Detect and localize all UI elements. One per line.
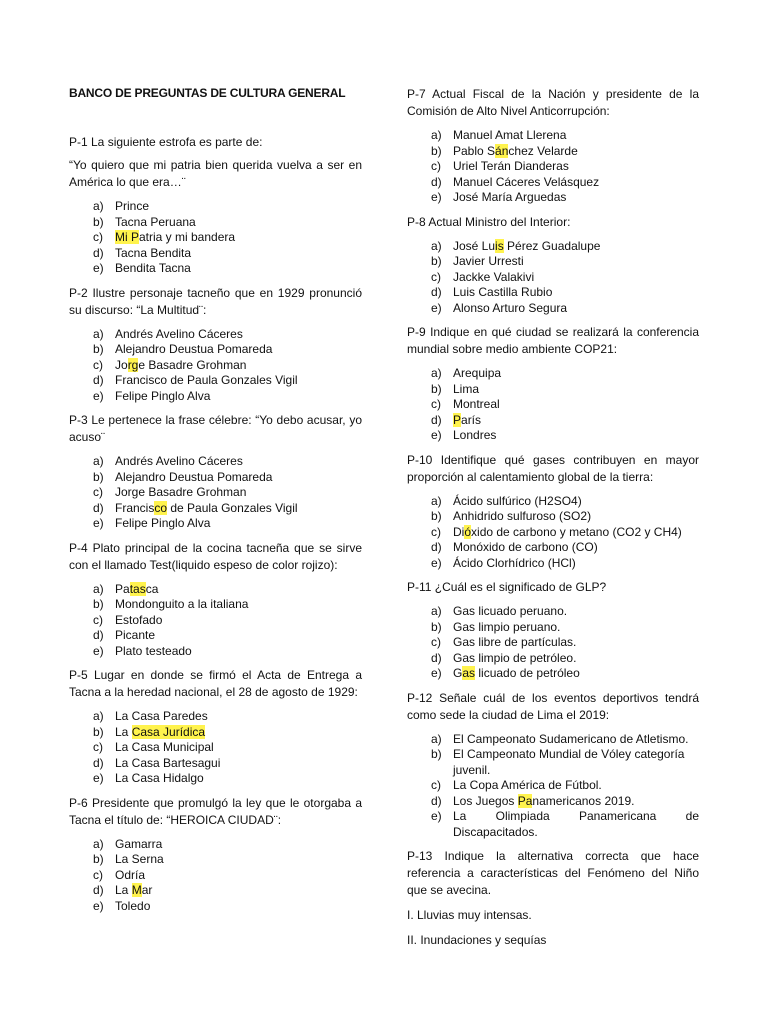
option-text: Andrés Avelino Cáceres <box>115 326 243 341</box>
option-letter: b) <box>431 509 442 523</box>
document-title: BANCO DE PREGUNTAS DE CULTURA GENERAL <box>69 86 346 100</box>
option-text: Francisco de Paula Gonzales Vigil <box>115 373 298 387</box>
option-text: Felipe Pinglo Alva <box>115 516 211 530</box>
highlight: Casa Jurídica <box>131 724 206 739</box>
option-item <box>407 397 699 413</box>
option-item <box>407 175 699 191</box>
option-letter: a) <box>93 581 104 596</box>
option-letter: a) <box>93 454 104 468</box>
option-text: Felipe Pinglo Alva <box>115 388 211 403</box>
option-text: La Olimpiada Panamericana de Discapacitados. <box>453 809 699 839</box>
option-item <box>69 644 362 660</box>
option-letter: e) <box>431 300 442 315</box>
option-letter: d) <box>431 285 442 299</box>
option-item <box>407 525 699 541</box>
option-letter: a) <box>431 493 442 508</box>
option-letter: d) <box>431 793 442 808</box>
option-item <box>407 239 699 255</box>
option-text: Gas licuado de petróleo <box>453 666 580 680</box>
option-letter: c) <box>431 159 441 173</box>
statement: II. Inundaciones y sequías <box>407 933 547 947</box>
option-letter: e) <box>431 555 442 570</box>
option-text: Andrés Avelino Cáceres <box>115 454 243 468</box>
option-text: Gas licuado peruano. <box>453 604 568 618</box>
highlight: co <box>154 500 168 515</box>
question-text: P-4 Plato principal de la cocina tacneña que se sirve con el llamado Test(liquido espeso de color rojizo): <box>69 540 362 572</box>
option-text: Toledo <box>115 898 151 913</box>
option-text: Mondonguito a la italiana <box>115 597 249 611</box>
option-item <box>407 301 699 317</box>
question-p12 <box>407 690 699 841</box>
option-item <box>407 159 699 175</box>
option-text: París <box>453 412 482 427</box>
option-text: Plato testeado <box>115 643 192 658</box>
question-p9 <box>407 324 699 444</box>
option-letter: b) <box>93 469 104 484</box>
option-letter: a) <box>93 836 104 851</box>
option-item <box>69 501 362 517</box>
option-letter: c) <box>93 740 103 754</box>
option-item <box>407 778 699 794</box>
option-item <box>407 285 699 301</box>
option-item <box>407 270 699 286</box>
option-letter: b) <box>93 852 104 866</box>
option-item <box>69 261 362 277</box>
option-letter: c) <box>431 778 441 792</box>
option-letter: b) <box>93 597 104 611</box>
option-letter: d) <box>93 628 104 642</box>
highlight: P <box>453 412 462 427</box>
option-text: La Casa Hidalgo <box>115 771 204 785</box>
option-text: Anhidrido sulfuroso (SO2) <box>453 509 592 523</box>
option-item <box>407 428 699 444</box>
option-text: La Copa América de Fútbol. <box>453 778 602 792</box>
option-text: Arequipa <box>453 366 502 380</box>
option-item <box>69 628 362 644</box>
question-text: P-1 La siguiente estrofa es parte de: <box>69 135 263 149</box>
option-item <box>407 366 699 382</box>
question-text: P-3 Le pertenece la frase célebre: “Yo debo acusar, yo acuso¨ <box>69 413 362 444</box>
option-letter: b) <box>431 254 442 268</box>
highlight: tas <box>129 581 146 596</box>
option-text: La Casa Municipal <box>115 740 214 754</box>
option-text: Dióxido de carbono y metano (CO2 y CH4) <box>453 524 682 539</box>
option-item <box>69 485 362 501</box>
option-text: Javier Urresti <box>453 254 524 268</box>
option-text: Jackke Valakivi <box>453 269 535 284</box>
option-letter: a) <box>93 326 104 341</box>
question-p11 <box>407 579 699 682</box>
option-item <box>407 651 699 667</box>
option-letter: e) <box>93 388 104 403</box>
highlight: Pa <box>517 793 533 808</box>
option-text: Manuel Amat Llerena <box>453 128 567 142</box>
option-letter: e) <box>93 898 104 913</box>
option-text: José María Arguedas <box>453 190 567 204</box>
question-text: P-12 Señale cuál de los eventos deportivos tendrá como sede la ciudad de Lima el 2019: <box>407 690 699 722</box>
option-text: Montreal <box>453 397 500 411</box>
option-letter: d) <box>93 883 104 897</box>
question-quote: “Yo quiero que mi patria bien querida vuelva a ser en América lo que era…¨ <box>69 158 362 189</box>
options-list <box>407 732 699 841</box>
option-item <box>407 128 699 144</box>
option-text: El Campeonato Sudamericano de Atletismo. <box>453 731 689 746</box>
option-item <box>69 582 362 598</box>
statement: I. Lluvias muy intensas. <box>407 908 532 922</box>
option-text: Manuel Cáceres Velásquez <box>453 174 600 189</box>
option-letter: c) <box>93 230 103 244</box>
option-letter: c) <box>431 269 441 284</box>
option-letter: a) <box>431 238 442 253</box>
option-text: La Serna <box>115 852 164 866</box>
option-item <box>407 494 699 510</box>
option-letter: d) <box>93 373 104 387</box>
option-item <box>69 597 362 613</box>
option-text: Alonso Arturo Segura <box>453 300 568 315</box>
option-text: Bendita Tacna <box>115 261 191 275</box>
option-letter: e) <box>431 190 442 204</box>
option-letter: a) <box>93 199 104 213</box>
highlight: Mi P <box>115 230 139 244</box>
option-letter: b) <box>431 619 442 634</box>
option-item <box>407 604 699 620</box>
option-letter: d) <box>431 412 442 427</box>
option-text: Tacna Bendita <box>115 245 192 260</box>
option-text: Tacna Peruana <box>115 214 196 229</box>
option-letter: d) <box>431 650 442 665</box>
option-letter: a) <box>431 366 442 380</box>
option-letter: d) <box>93 500 104 515</box>
highlight: án <box>495 143 509 158</box>
option-letter: e) <box>431 809 442 823</box>
option-text: Uriel Terán Dianderas <box>453 159 569 173</box>
options-list <box>407 128 699 206</box>
option-letter: b) <box>93 724 104 739</box>
option-text: Jorge Basadre Grohman <box>115 357 247 372</box>
option-item <box>69 373 362 389</box>
option-item <box>407 666 699 682</box>
option-item <box>407 144 699 160</box>
left-column <box>69 86 362 922</box>
option-item <box>69 230 362 246</box>
option-text: El Campeonato Mundial de Vóley categoría juvenil. <box>453 747 685 777</box>
option-item <box>69 454 362 470</box>
options-list <box>69 582 362 660</box>
question-text: P-9 Indique en qué ciudad se realizará la conferencia mundial sobre medio ambiente COP21: <box>407 325 699 356</box>
options-list <box>407 494 699 572</box>
option-item <box>407 413 699 429</box>
option-item <box>407 254 699 270</box>
option-item <box>69 899 362 915</box>
option-letter: d) <box>431 540 442 554</box>
option-letter: c) <box>93 867 103 882</box>
option-item <box>407 382 699 398</box>
option-item <box>69 771 362 787</box>
option-letter: c) <box>431 524 441 539</box>
question-text: P-6 Presidente que promulgó la ley que le otorgaba a Tacna el título de: “HEROICA CIUDAD¨: <box>69 795 362 827</box>
option-text: Pablo Sánchez Velarde <box>453 143 578 158</box>
option-text: Gas limpio de petróleo. <box>453 650 577 665</box>
option-letter: a) <box>93 709 104 723</box>
options-list <box>69 199 362 277</box>
question-p2 <box>69 285 362 405</box>
question-p6 <box>69 795 362 915</box>
option-item <box>69 756 362 772</box>
question-text: P-5 Lugar en donde se firmó el Acta de Entrega a Tacna a la heredad nacional, el 28 de agosto de 1929: <box>69 668 362 699</box>
option-item <box>69 883 362 899</box>
question-p3 <box>69 412 362 532</box>
option-letter: a) <box>431 731 442 746</box>
option-text: La Mar <box>115 883 153 897</box>
option-letter: c) <box>431 397 441 411</box>
question-p13 <box>407 848 699 949</box>
right-column <box>407 86 699 957</box>
option-letter: c) <box>93 612 103 627</box>
option-text: Los Juegos Panamericanos 2019. <box>453 793 635 808</box>
question-text: P-11 ¿Cuál es el significado de GLP? <box>407 580 607 594</box>
option-letter: d) <box>431 174 442 189</box>
option-text: Alejandro Deustua Pomareda <box>115 342 273 356</box>
option-text: Alejandro Deustua Pomareda <box>115 469 273 484</box>
option-item <box>407 635 699 651</box>
option-item <box>69 470 362 486</box>
options-list <box>407 366 699 444</box>
option-item <box>407 794 699 810</box>
highlight: M <box>131 883 142 897</box>
option-text: Gas limpio peruano. <box>453 619 561 634</box>
option-letter: d) <box>93 755 104 770</box>
option-letter: b) <box>93 214 104 229</box>
highlight: as <box>462 666 476 680</box>
option-item <box>69 358 362 374</box>
option-letter: c) <box>93 357 103 372</box>
option-letter: b) <box>93 342 104 356</box>
question-text: P-8 Actual Ministro del Interior: <box>407 214 571 229</box>
option-text: La Casa Bartesagui <box>115 755 221 770</box>
option-item <box>407 732 699 748</box>
question-p10 <box>407 452 699 572</box>
option-text: Luis Castilla Rubio <box>453 285 553 299</box>
option-text: Londres <box>453 428 497 442</box>
option-text: José Luis Pérez Guadalupe <box>453 238 601 253</box>
option-text: Monóxido de carbono (CO) <box>453 540 598 554</box>
option-item <box>407 620 699 636</box>
option-letter: c) <box>431 635 441 649</box>
option-text: La Casa Jurídica <box>115 724 206 739</box>
question-p1 <box>69 134 362 277</box>
options-list <box>407 604 699 682</box>
option-item <box>407 190 699 206</box>
option-item <box>407 509 699 525</box>
option-text: Ácido Clorhídrico (HCl) <box>453 555 576 570</box>
option-text: Gas libre de partículas. <box>453 635 577 649</box>
option-text: Ácido sulfúrico (H2SO4) <box>453 493 582 508</box>
options-list <box>407 239 699 317</box>
option-letter: a) <box>431 604 442 618</box>
option-letter: b) <box>431 381 442 396</box>
option-text: Jorge Basadre Grohman <box>115 485 247 499</box>
highlight: ó <box>464 524 472 539</box>
option-item <box>69 199 362 215</box>
option-item <box>69 215 362 231</box>
option-text: La Casa Paredes <box>115 709 208 723</box>
question-text: P-2 Ilustre personaje tacneño que en 1929 pronunció su discurso: “La Multitud¨: <box>69 285 362 317</box>
option-item <box>69 342 362 358</box>
question-text: P-7 Actual Fiscal de la Nación y presidente de la Comisión de Alto Nivel Anticorrupción: <box>407 87 699 118</box>
option-item <box>69 246 362 262</box>
question-p4 <box>69 540 362 660</box>
question-p5 <box>69 667 362 787</box>
option-item <box>407 747 699 778</box>
option-text: Patasca <box>115 581 159 596</box>
option-item <box>69 868 362 884</box>
option-item <box>69 725 362 741</box>
option-text: Odría <box>115 867 146 882</box>
option-text: Picante <box>115 628 156 642</box>
option-letter: e) <box>93 516 104 530</box>
question-text: P-13 Indique la alternativa correcta que hace referencia a características del Fenómeno del Niño que se avecina. <box>407 849 699 897</box>
option-text: Prince <box>115 199 150 213</box>
question-p8 <box>407 214 699 317</box>
options-list <box>69 709 362 787</box>
option-item <box>69 740 362 756</box>
option-item <box>69 327 362 343</box>
options-list <box>69 327 362 405</box>
option-letter: e) <box>93 643 104 658</box>
option-letter: c) <box>93 485 103 499</box>
option-letter: e) <box>431 666 442 680</box>
option-item <box>407 556 699 572</box>
highlight: is <box>495 238 504 253</box>
option-letter: a) <box>431 128 442 142</box>
option-item <box>69 709 362 725</box>
option-letter: b) <box>431 143 442 158</box>
option-letter: b) <box>431 747 442 761</box>
option-item <box>69 837 362 853</box>
option-letter: e) <box>431 428 442 442</box>
option-item <box>407 540 699 556</box>
option-item <box>69 389 362 405</box>
option-letter: e) <box>93 261 104 275</box>
option-text: Gamarra <box>115 836 163 851</box>
question-text: P-10 Identifique qué gases contribuyen en mayor proporción al calentamiento global de la tierra: <box>407 452 699 484</box>
option-text: Mi Patria y mi bandera <box>115 230 236 244</box>
option-item <box>69 852 362 868</box>
highlight: rg <box>127 357 139 372</box>
option-text: Francisco de Paula Gonzales Vigil <box>115 500 298 515</box>
option-text: Estofado <box>115 612 163 627</box>
option-item <box>69 613 362 629</box>
option-item <box>407 809 699 840</box>
options-list <box>69 837 362 915</box>
options-list <box>69 454 362 532</box>
option-letter: e) <box>93 771 104 785</box>
option-item <box>69 516 362 532</box>
question-p7 <box>407 86 699 206</box>
option-letter: d) <box>93 245 104 260</box>
option-text: Lima <box>453 381 480 396</box>
